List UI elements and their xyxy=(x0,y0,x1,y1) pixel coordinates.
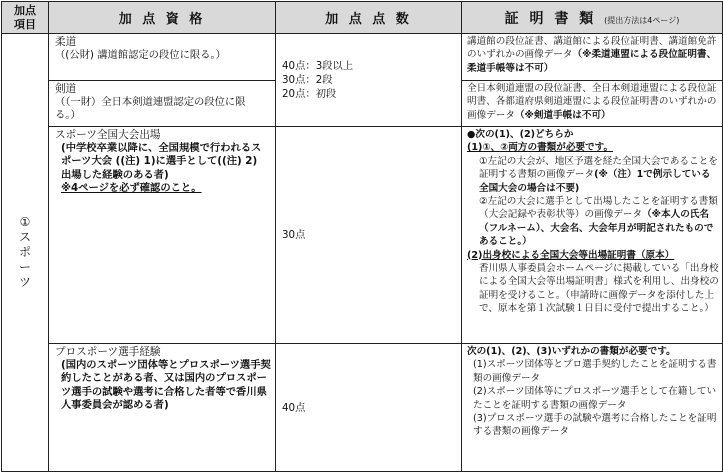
pro-qualification xyxy=(49,344,276,472)
judo-kendo-points xyxy=(276,34,462,127)
header-points: 加 点 点 数 xyxy=(276,2,462,34)
judo-note: （(公財) 講道館認定の段位に限る。） xyxy=(55,49,226,62)
points-3dan: 40点：3段以上 xyxy=(282,60,354,72)
judo-docs-warning: （※柔道連盟による段位証明書、柔道手帳等は不可） xyxy=(467,49,717,74)
national-desc: (中学校卒業以降に、全国規模で行われるスポーツ大会 ((注) 1)に選手として((注) 2) 出場した経験のある者) xyxy=(61,142,262,181)
bonus-points-table xyxy=(1,1,723,472)
header-item xyxy=(2,2,49,34)
national-qualification xyxy=(49,127,276,344)
pro-docs-l3: (2)スポーツ団体等にプロスポーツ選手として在籍していたことを証明する書類の画像データ xyxy=(473,386,717,411)
kendo-note-1: （（一財）全日本剣道連盟認定の段位に限 xyxy=(55,96,246,109)
row-judo xyxy=(2,34,723,81)
category-char-1: ① xyxy=(19,215,31,229)
header-row xyxy=(2,2,723,34)
header-item-line1: 加点 xyxy=(14,3,36,17)
judo-docs xyxy=(462,34,723,81)
points-shodan: 20点：初段 xyxy=(282,88,337,100)
kendo-qualification xyxy=(49,81,276,127)
national-docs-l3 xyxy=(467,155,719,195)
national-docs-l1: ●次の(1)、(2)どちらか xyxy=(467,129,574,140)
row-pro xyxy=(2,344,723,472)
national-docs-l4-note: （※本人の氏名（フルネーム）、大会名、大会年月が明記されたものであること。） xyxy=(479,209,714,248)
kendo-docs-warning: （※剣道手帳は不可） xyxy=(514,109,611,121)
pro-docs-l2: (1)スポーツ団体等とプロ選手契約したことを証明する書類の画像データ xyxy=(473,359,717,384)
kendo-name: 剣道 xyxy=(55,83,77,95)
category-sports xyxy=(2,34,49,472)
judo-docs-text: 講道館の段位証書、講道館による段位証明書、講道館免許のいずれかの画像データ xyxy=(467,36,717,61)
national-docs-l4 xyxy=(467,195,719,249)
kendo-note-2: る。） xyxy=(55,109,81,122)
pro-docs-l4: (3)プロスポーツ選手の試験や選考に合格したことを証明する書類の画像データ xyxy=(473,413,717,438)
pro-docs-l1: 次の(1)、(2)、(3)いずれかの書類が必要です。 xyxy=(467,346,676,357)
national-docs-l4-text: ②左記の大会に選手として出場したことを証明する書類（大会記録や表彰状等）の画像データ xyxy=(479,196,718,221)
pro-points: 40点 xyxy=(276,344,462,472)
national-docs-l3-note: (※（注）1で例示している全国大会の場合は不要) xyxy=(479,169,711,194)
pro-docs xyxy=(462,344,723,472)
judo-qualification xyxy=(49,34,276,81)
header-docs xyxy=(462,2,723,34)
header-docs-title: 証 明 書 類 xyxy=(504,10,597,27)
judo-name: 柔道 xyxy=(55,36,77,48)
row-national xyxy=(2,127,723,344)
national-points: 30点 xyxy=(276,127,462,344)
points-2dan: 30点：2段 xyxy=(282,74,333,86)
national-docs-l3-text: ①左記の大会が、地区予選を経た全国大会であることを証明する書類の画像データ xyxy=(479,155,718,181)
national-docs-l2: (1)①、②両方の書類が必要です。 xyxy=(467,142,614,154)
category-char-2: ス xyxy=(18,230,31,244)
kendo-docs-text: 全日本剣道連盟の段位証書、全日本剣道連盟による段位証明書、各都道府県剣道連盟による段位証明書のいずれかの画像データ xyxy=(467,83,717,121)
category-char-3: ポ xyxy=(18,245,31,259)
pro-name: プロスポーツ選手経験 xyxy=(55,346,161,358)
national-page-reference: ※4ページを必ず確認のこと。 xyxy=(61,181,202,194)
header-item-line2: 項目 xyxy=(14,17,36,31)
national-docs-l6: 香川県人事委員会ホームページに掲載している「出身校による全国大会等出場証明書」様式を利用し、出身校の証明を受けること。（申請時に画像データを添付した上で、原本を第１次試験１日目に受付で提出すること。） xyxy=(479,263,719,315)
pro-desc: (国内のスポーツ団体等とプロスポーツ選手契約したことがある者、又は国内のプロスポーツ選手の試験や選考に合格した者等で香川県人事委員会が認める者) xyxy=(61,359,271,411)
national-name: スポーツ全国大会出場 xyxy=(55,129,161,141)
header-docs-note: (提出方法は4ページ) xyxy=(604,15,680,25)
national-docs-l5: (2)出身校による全国大会等出場証明書（原本） xyxy=(467,249,675,261)
kendo-docs xyxy=(462,81,723,127)
category-char-5: ツ xyxy=(18,275,31,289)
header-qualification: 加 点 資 格 xyxy=(49,2,276,34)
category-char-4: ー xyxy=(18,260,31,274)
national-docs xyxy=(462,127,723,344)
